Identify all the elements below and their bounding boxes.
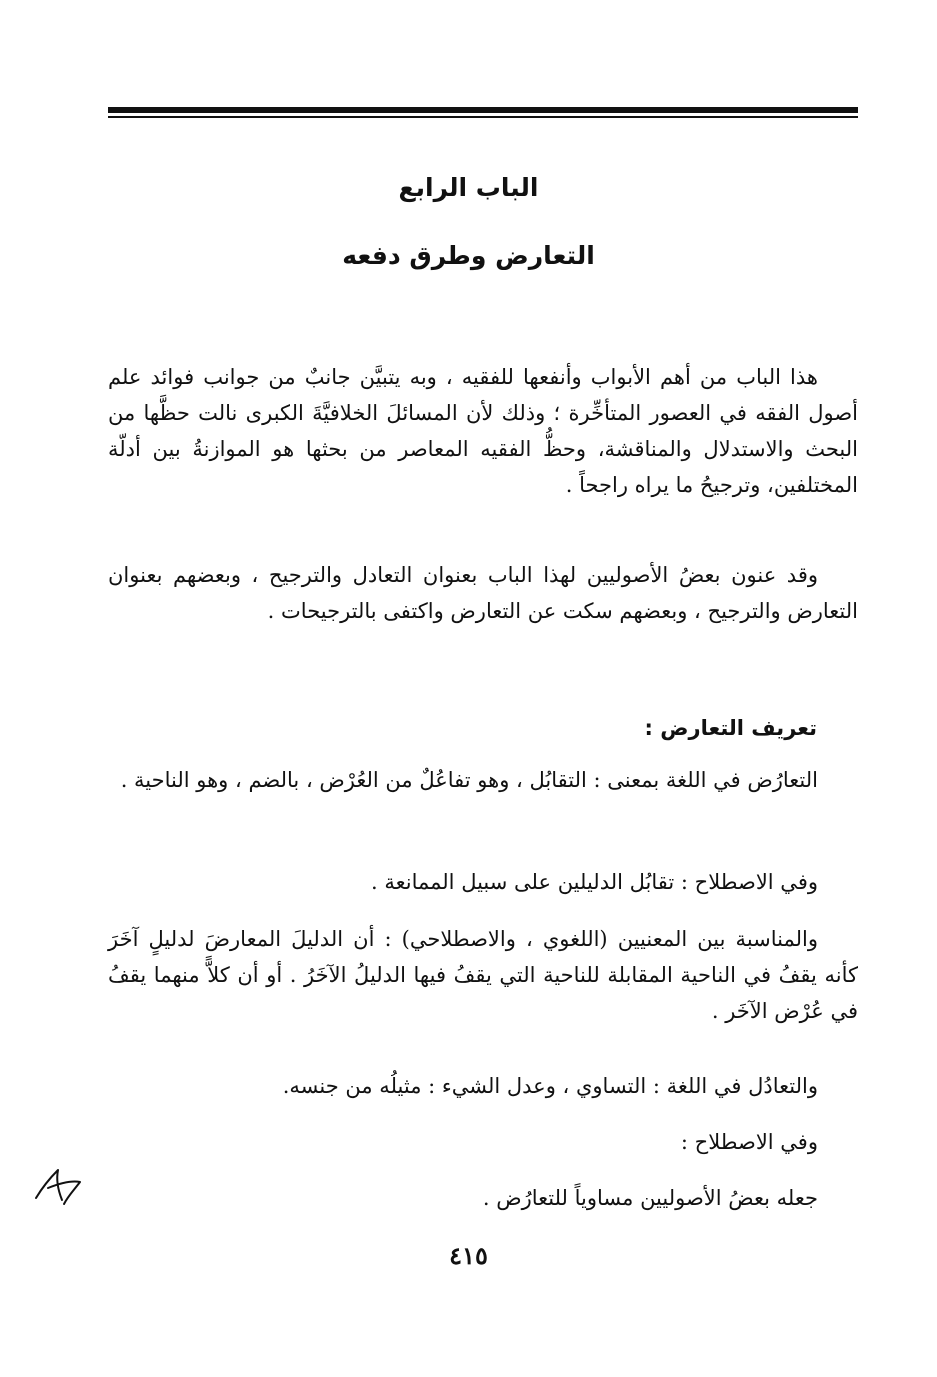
paragraph-naming: وقد عنون بعضُ الأصوليين لهذا الباب بعنوان التعادل والترجيح ، وبعضهم بعنوان التعارض والترجيح ، وبعضهم سكت عن التعارض واكتفى بالترجيحات .	[108, 563, 858, 623]
top-rule-thin	[108, 116, 858, 118]
paragraph-equivalence-note: جعله بعضُ الأصوليين مساوياً للتعارُض .	[482, 1186, 818, 1210]
paragraph-equivalence-technical: وفي الاصطلاح :	[680, 1130, 818, 1154]
paragraph-technical-definition: وفي الاصطلاح : تقابُل الدليلين على سبيل الممانعة .	[371, 870, 818, 894]
chapter-subtitle: التعارض وطرق دفعه	[342, 241, 595, 270]
paragraph-intro: هذا الباب من أهم الأبواب وأنفعها للفقيه ، وبه يتبيَّن جانبٌ من جوانب فوائد علم أصول الفقه في العصور المتأخِّرة ؛ وذلك لأن المسائلَ الخلافيَّةَ الكبرى نالت حظَّها من البحث والاستدلال والمناقشة، وحظُّ الفقيه المعاصر من بحثها هو الموازنةُ بين أدلّة المختلفين، وترجيحُ ما يراه راجحاً .	[108, 365, 858, 497]
page-number: ٤١٥	[449, 1241, 488, 1270]
section-heading: تعريف التعارض :	[644, 716, 817, 740]
top-rule-thick	[108, 107, 858, 113]
paragraph-relation: والمناسبة بين المعنيين (اللغوي ، والاصطلاحي) : أن الدليلَ المعارضَ لدليلٍ آخَرَ كأنه يقفُ في الناحية المقابلة للناحية التي يقفُ فيها الدليلُ الآخَرُ . أو أن كلاًّ منهما يقفُ في عُرْض الآخَر .	[108, 927, 858, 1023]
chapter-title: الباب الرابع	[398, 173, 539, 202]
paragraph-equivalence-lexical: والتعادُل في اللغة : التساوي ، وعدل الشيء : مثيلُه من جنسه.	[282, 1074, 818, 1098]
paragraph-lexical-definition: التعارُض في اللغة بمعنى : التقابُل ، وهو تفاعُلٌ من العُرْض ، بالضم ، وهو الناحية .	[120, 768, 818, 792]
handwritten-margin-mark	[28, 1160, 88, 1210]
